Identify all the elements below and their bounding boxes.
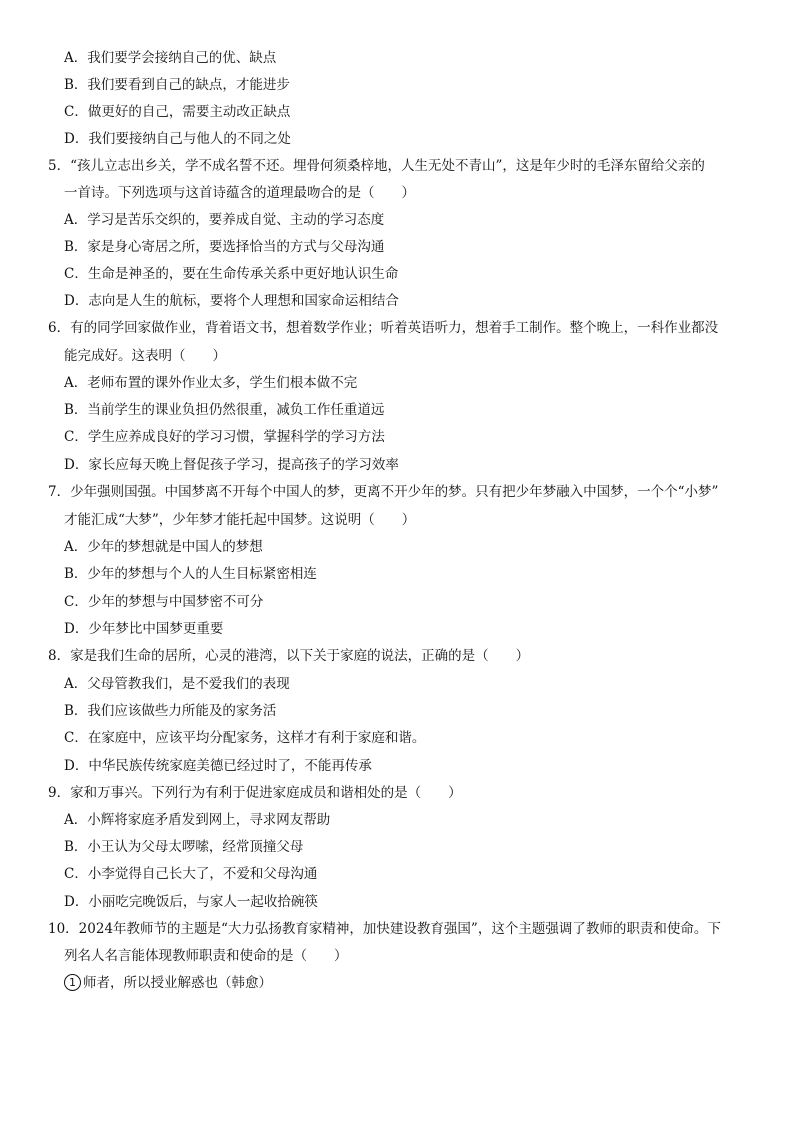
q10-item-1 [64,973,272,993]
q8-option-d: D．中华民族传统家庭美德已经过时了，不能再传承 [64,758,372,774]
q4-option-b: B．我们要看到自己的缺点，才能进步 [64,77,290,93]
q5-stem-line1: 5．“孩儿立志出乡关，学不成名誓不还。埋骨何须桑梓地，人生无处不青山”，这是年少时的毛泽东留给父亲的 [48,158,705,174]
q9-option-a: A．小辉将家庭矛盾发到网上，寻求网友帮助 [64,812,331,828]
q4-option-c: C．做更好的自己，需要主动改正缺点 [64,104,291,120]
q5-option-c: C．生命是神圣的，要在生命传承关系中更好地认识生命 [64,266,399,282]
q7-option-b: B．少年的梦想与个人的人生目标紧密相连 [64,566,317,582]
q6-option-c: C．学生应养成良好的学习习惯，掌握科学的学习方法 [64,429,385,445]
q9-option-c: C．小李觉得自己长大了，不爱和父母沟通 [64,866,318,882]
q7-option-a: A．少年的梦想就是中国人的梦想 [64,539,263,555]
q9-stem-line1: 9．家和万事兴。下列行为有利于促进家庭成员和谐相处的是（ ） [48,785,462,801]
q10-item-1-text: 师者，所以授业解惑也（韩愈） [83,975,272,991]
q8-option-a: A．父母管教我们，是不爱我们的表现 [64,676,290,692]
q5-stem-line2: 一首诗。下列选项与这首诗蕴含的道理最吻合的是（ ） [64,185,415,201]
q6-option-d: D．家长应每天晚上督促孩子学习，提高孩子的学习效率 [64,457,399,473]
q9-option-d: D．小丽吃完晚饭后，与家人一起收拾碗筷 [64,894,318,910]
q7-option-c: C．少年的梦想与中国梦密不可分 [64,594,264,610]
q7-stem-line2: 才能汇成“大梦”，少年梦才能托起中国梦。这说明（ ） [64,512,416,528]
q5-option-d: D．志向是人生的航标，要将个人理想和国家命运相结合 [64,293,399,309]
q9-option-b: B．小王认为父母太啰嗦，经常顶撞父母 [64,839,304,855]
q4-option-d: D．我们要接纳自己与他人的不同之处 [64,131,291,147]
q6-stem-line1: 6．有的同学回家做作业，背着语文书，想着数学作业；听着英语听力，想着手工制作。整个晚上，一科作业都没 [48,320,719,336]
q6-option-b: B．当前学生的课业负担仍然很重，减负工作任重道远 [64,402,385,418]
q8-option-b: B．我们应该做些力所能及的家务活 [64,703,277,719]
q4-option-a: A．我们要学会接纳自己的优、缺点 [64,50,277,66]
circled-number-marker: 1 [64,974,81,991]
q7-option-d: D．少年梦比中国梦更重要 [64,621,224,637]
q6-stem-line2: 能完成好。这表明（ ） [64,348,226,364]
q5-option-b: B．家是身心寄居之所，要选择恰当的方式与父母沟通 [64,239,385,255]
q7-stem-line1: 7．少年强则国强。中国梦离不开每个中国人的梦，更离不开少年的梦。只有把少年梦融入中国梦，一个个“小梦” [48,484,719,500]
q6-option-a: A．老师布置的课外作业太多，学生们根本做不完 [64,375,358,391]
q5-option-a: A．学习是苦乐交织的，要养成自觉、主动的学习态度 [64,212,385,228]
q8-option-c: C．在家庭中，应该平均分配家务，这样才有利于家庭和谐。 [64,730,426,746]
q10-stem-line1: 10．2024年教师节的主题是“大力弘扬教育家精神，加快建设教育强国”，这个主题强调了教师的职责和使命。下 [48,921,721,937]
q10-stem-line2: 列名人名言能体现教师职责和使命的是（ ） [64,948,348,964]
q8-stem-line1: 8．家是我们生命的居所，心灵的港湾，以下关于家庭的说法，正确的是（ ） [48,648,530,664]
